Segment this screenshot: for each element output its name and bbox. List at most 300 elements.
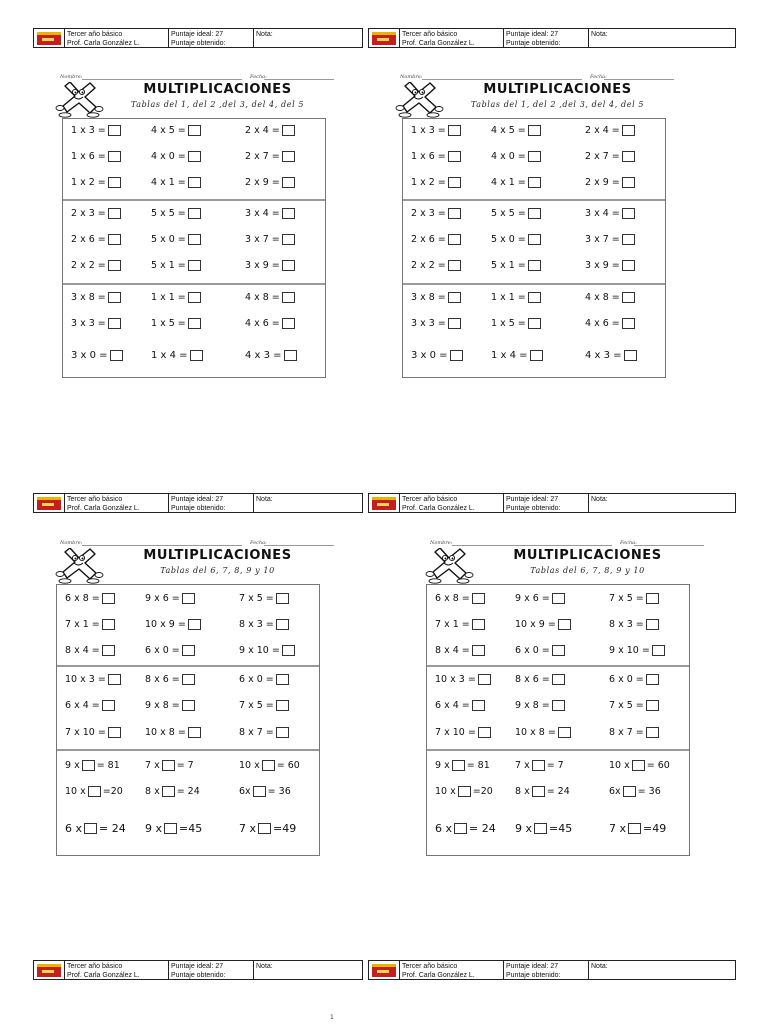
exercise [609, 643, 667, 657]
exercise-factor: 7 x [239, 821, 257, 835]
school-logo-icon [37, 32, 61, 45]
exercise [411, 206, 463, 220]
exercise [71, 290, 123, 304]
name-line[interactable] [82, 79, 242, 80]
score-cell [169, 961, 254, 979]
teacher-name: Prof. Carla González L. [402, 972, 475, 979]
exercise-text: 6 x 4 = [435, 699, 470, 711]
exercise [491, 348, 545, 362]
exercise-factor: 6x [609, 785, 621, 797]
answer-box[interactable] [276, 593, 289, 604]
worksheet-title: MULTIPLICACIONES [143, 82, 292, 97]
name-line[interactable] [452, 545, 612, 546]
answer-box[interactable] [472, 700, 485, 711]
exercise [585, 290, 637, 304]
answer-box[interactable] [276, 674, 289, 685]
exercise-row [57, 617, 319, 631]
answer-box[interactable] [528, 292, 541, 303]
answer-box[interactable] [530, 350, 543, 361]
answer-box[interactable] [646, 619, 659, 630]
answer-box[interactable] [622, 260, 635, 271]
date-line[interactable] [634, 545, 704, 546]
exercise [585, 175, 637, 189]
grade-cell[interactable] [589, 29, 735, 47]
answer-box[interactable] [182, 674, 195, 685]
exercise-text: 7 x 5 = [239, 699, 274, 711]
exercise-text: 7 x 1 = [65, 618, 100, 630]
score-header [33, 28, 363, 48]
exercise [239, 591, 291, 605]
answer-box[interactable] [88, 786, 101, 797]
answer-box[interactable] [282, 292, 295, 303]
grade-cell[interactable] [254, 29, 362, 47]
answer-box[interactable] [108, 292, 121, 303]
exercise [515, 591, 567, 605]
answer-box[interactable] [182, 645, 195, 656]
answer-box[interactable] [528, 208, 541, 219]
exercise-text: 9 x 10 = [609, 644, 650, 656]
exercise-section [427, 751, 689, 855]
exercise [609, 591, 661, 605]
score-cell [169, 29, 254, 47]
exercise-text: 4 x 1 = [151, 176, 186, 188]
answer-box[interactable] [448, 292, 461, 303]
exercise [435, 617, 487, 631]
exercise-box [62, 118, 326, 378]
answer-box[interactable] [282, 318, 295, 329]
course-name: Tercer año básico [67, 963, 123, 970]
answer-box[interactable] [528, 177, 541, 188]
exercise [491, 258, 543, 272]
answer-box[interactable] [282, 151, 295, 162]
exercise-text: 1 x 4 = [151, 349, 188, 361]
exercise-factor: 6 x [435, 821, 453, 835]
date-label: Fecha: [590, 74, 607, 80]
answer-box[interactable] [448, 151, 461, 162]
answer-box[interactable] [188, 234, 201, 245]
answer-box[interactable] [253, 786, 266, 797]
answer-box[interactable] [532, 760, 545, 771]
answer-box[interactable] [452, 760, 465, 771]
exercise-row [63, 258, 325, 272]
exercise-factor: 10 x [239, 759, 260, 771]
exercise-row [57, 672, 319, 686]
answer-box[interactable] [646, 593, 659, 604]
answer-box[interactable] [623, 786, 636, 797]
mascot-icon [425, 548, 475, 584]
answer-box[interactable] [448, 260, 461, 271]
exercise-text: 6 x 0 = [145, 644, 180, 656]
exercise-row [63, 316, 325, 330]
exercise-text: 4 x 3 = [245, 349, 282, 361]
exercise-text: 3 x 4 = [245, 207, 280, 219]
answer-box[interactable] [622, 318, 635, 329]
answer-box[interactable] [450, 350, 463, 361]
answer-box[interactable] [282, 645, 295, 656]
exercise-text: 3 x 7 = [585, 233, 620, 245]
exercise-row [403, 258, 665, 272]
answer-box[interactable] [108, 234, 121, 245]
exercise-result: = 81 [96, 759, 120, 771]
exercise [239, 821, 296, 835]
exercise-text: 6 x 4 = [65, 699, 100, 711]
answer-box[interactable] [188, 318, 201, 329]
exercise-row [63, 123, 325, 137]
name-line[interactable] [82, 545, 242, 546]
answer-box[interactable] [448, 318, 461, 329]
exercise-text: 4 x 8 = [245, 291, 280, 303]
answer-box[interactable] [108, 208, 121, 219]
answer-box[interactable] [448, 125, 461, 136]
exercise-result: =49 [273, 821, 297, 835]
obtained-score[interactable]: Puntaje obtenido: [171, 972, 226, 979]
exercise-row [403, 232, 665, 246]
answer-box[interactable] [102, 645, 115, 656]
answer-box[interactable] [472, 619, 485, 630]
exercise-result: = 24 [546, 785, 570, 797]
school-logo-cell [369, 961, 400, 979]
exercise-text: 10 x 9 = [145, 618, 186, 630]
date-line[interactable] [264, 79, 334, 80]
exercise-factor: 7 x [145, 759, 160, 771]
date-label: Fecha: [620, 540, 637, 546]
answer-box[interactable] [622, 208, 635, 219]
exercise [245, 175, 297, 189]
exercise [145, 698, 197, 712]
answer-box[interactable] [448, 208, 461, 219]
exercise-text: 5 x 1 = [151, 259, 186, 271]
course-name: Tercer año básico [402, 496, 458, 503]
answer-box[interactable] [284, 350, 297, 361]
answer-box[interactable] [646, 674, 659, 685]
exercise-text: 2 x 2 = [411, 259, 446, 271]
exercise-text: 1 x 1 = [491, 291, 526, 303]
exercise-text: 5 x 5 = [491, 207, 526, 219]
exercise [245, 149, 297, 163]
answer-box[interactable] [534, 823, 547, 834]
grade-cell[interactable] [254, 494, 362, 512]
exercise [145, 643, 197, 657]
worksheet-subtitle: Tablas del 1, del 2 ,del 3, del 4, del 5 [130, 100, 305, 109]
exercise-text: 4 x 0 = [151, 150, 186, 162]
exercise-section [403, 285, 665, 377]
exercise-text: 3 x 0 = [411, 349, 448, 361]
answer-box[interactable] [646, 727, 659, 738]
answer-box[interactable] [182, 700, 195, 711]
answer-box[interactable] [108, 177, 121, 188]
answer-box[interactable] [282, 125, 295, 136]
answer-box[interactable] [102, 619, 115, 630]
exercise [435, 698, 487, 712]
exercise-text: 2 x 6 = [71, 233, 106, 245]
ideal-score: Puntaje ideal: 27 [171, 31, 224, 38]
name-line[interactable] [422, 79, 582, 80]
answer-box[interactable] [552, 593, 565, 604]
answer-box[interactable] [622, 151, 635, 162]
exercise [145, 758, 194, 772]
answer-box[interactable] [282, 177, 295, 188]
exercise-row [403, 149, 665, 163]
exercise-text: 8 x 3 = [239, 618, 274, 630]
exercise [71, 123, 123, 137]
course-name: Tercer año básico [67, 496, 123, 503]
answer-box[interactable] [188, 260, 201, 271]
course-info [400, 29, 504, 47]
exercise [609, 672, 661, 686]
worksheet-subtitle: Tablas del 1, del 2 ,del 3, del 4, del 5 [470, 100, 645, 109]
answer-box[interactable] [528, 260, 541, 271]
answer-box[interactable] [478, 727, 491, 738]
exercise [245, 258, 297, 272]
exercise-text: 5 x 0 = [151, 233, 186, 245]
answer-box[interactable] [258, 823, 271, 834]
exercise-text: 7 x 10 = [65, 726, 106, 738]
exercise-factor: 6 x [65, 821, 83, 835]
answer-box[interactable] [532, 786, 545, 797]
answer-box[interactable] [528, 151, 541, 162]
answer-box[interactable] [628, 823, 641, 834]
exercise-result: = 36 [267, 785, 291, 797]
answer-box[interactable] [448, 177, 461, 188]
exercise-text: 9 x 8 = [515, 699, 550, 711]
exercise [435, 784, 493, 798]
exercise [71, 175, 123, 189]
answer-box[interactable] [188, 208, 201, 219]
exercise-row [57, 643, 319, 657]
exercise-row [63, 232, 325, 246]
exercise [515, 758, 564, 772]
exercise-row [63, 348, 325, 362]
answer-box[interactable] [108, 318, 121, 329]
exercise-text: 10 x 8 = [515, 726, 556, 738]
obtained-score[interactable]: Puntaje obtenido: [171, 40, 226, 47]
exercise [585, 348, 639, 362]
exercise [609, 821, 666, 835]
worksheet-title: MULTIPLICACIONES [513, 548, 662, 563]
exercise [491, 206, 543, 220]
answer-box[interactable] [164, 823, 177, 834]
exercise [65, 591, 117, 605]
answer-box[interactable] [448, 234, 461, 245]
grade-label: Nota: [591, 31, 608, 38]
answer-box[interactable] [528, 318, 541, 329]
exercise-factor: 9 x [435, 759, 450, 771]
exercise [65, 784, 123, 798]
answer-box[interactable] [262, 760, 275, 771]
exercise-section [403, 201, 665, 285]
worksheet-subtitle: Tablas del 6, 7, 8, 9 y 10 [530, 566, 645, 575]
exercise [515, 617, 573, 631]
answer-box[interactable] [188, 292, 201, 303]
answer-box[interactable] [282, 208, 295, 219]
exercise [151, 316, 203, 330]
date-line[interactable] [264, 545, 334, 546]
answer-box[interactable] [552, 700, 565, 711]
answer-box[interactable] [528, 234, 541, 245]
exercise [515, 784, 570, 798]
answer-box[interactable] [108, 151, 121, 162]
date-line[interactable] [604, 79, 674, 80]
answer-box[interactable] [276, 619, 289, 630]
ideal-score: Puntaje ideal: 27 [171, 963, 224, 970]
exercise-row [427, 643, 689, 657]
grade-cell[interactable] [589, 494, 735, 512]
exercise-text: 2 x 4 = [585, 124, 620, 136]
exercise-row [63, 149, 325, 163]
exercise [239, 758, 300, 772]
exercise-result: = 36 [637, 785, 661, 797]
obtained-score[interactable]: Puntaje obtenido: [506, 505, 561, 512]
exercise [411, 316, 463, 330]
answer-box[interactable] [552, 645, 565, 656]
answer-box[interactable] [162, 786, 175, 797]
exercise-text: 3 x 8 = [71, 291, 106, 303]
answer-box[interactable] [622, 234, 635, 245]
answer-box[interactable] [276, 727, 289, 738]
exercise-section [63, 201, 325, 285]
obtained-score[interactable]: Puntaje obtenido: [506, 972, 561, 979]
answer-box[interactable] [84, 823, 97, 834]
answer-box[interactable] [190, 350, 203, 361]
exercise-text: 8 x 7 = [239, 726, 274, 738]
grade-label: Nota: [591, 963, 608, 970]
answer-box[interactable] [188, 177, 201, 188]
exercise-text: 8 x 4 = [65, 644, 100, 656]
exercise-row [57, 725, 319, 739]
answer-box[interactable] [622, 292, 635, 303]
score-cell [504, 494, 589, 512]
exercise-text: 4 x 1 = [491, 176, 526, 188]
answer-box[interactable] [108, 260, 121, 271]
school-logo-icon [37, 964, 61, 977]
exercise [65, 725, 123, 739]
answer-box[interactable] [188, 125, 201, 136]
answer-box[interactable] [276, 700, 289, 711]
exercise [491, 290, 543, 304]
exercise [491, 175, 543, 189]
score-header [368, 960, 736, 980]
exercise-text: 6 x 8 = [65, 592, 100, 604]
exercise [151, 348, 205, 362]
exercise-text: 1 x 2 = [411, 176, 446, 188]
obtained-score[interactable]: Puntaje obtenido: [506, 40, 561, 47]
exercise-factor: 7 x [609, 821, 627, 835]
answer-box[interactable] [558, 619, 571, 630]
answer-box[interactable] [472, 593, 485, 604]
course-name: Tercer año básico [402, 963, 458, 970]
name-label: Nombre: [430, 540, 453, 546]
answer-box[interactable] [110, 350, 123, 361]
exercise-text: 10 x 3 = [65, 673, 106, 685]
exercise-result: = 81 [466, 759, 490, 771]
answer-box[interactable] [108, 674, 121, 685]
answer-box[interactable] [282, 234, 295, 245]
answer-box[interactable] [558, 727, 571, 738]
answer-box[interactable] [108, 727, 121, 738]
exercise-row [403, 123, 665, 137]
answer-box[interactable] [552, 674, 565, 685]
grade-label: Nota: [591, 496, 608, 503]
exercise-text: 8 x 7 = [609, 726, 644, 738]
exercise [609, 725, 661, 739]
score-cell [169, 494, 254, 512]
answer-box[interactable] [454, 823, 467, 834]
exercise [239, 617, 291, 631]
exercise-text: 3 x 3 = [411, 317, 446, 329]
exercise [239, 643, 297, 657]
school-logo-cell [34, 494, 65, 512]
answer-box[interactable] [632, 760, 645, 771]
exercise-result: =49 [643, 821, 667, 835]
answer-box[interactable] [108, 125, 121, 136]
answer-box[interactable] [162, 760, 175, 771]
answer-box[interactable] [102, 593, 115, 604]
exercise [65, 672, 123, 686]
exercise-section [57, 667, 319, 751]
answer-box[interactable] [622, 177, 635, 188]
answer-box[interactable] [188, 619, 201, 630]
grade-cell[interactable] [589, 961, 735, 979]
answer-box[interactable] [624, 350, 637, 361]
exercise-text: 2 x 7 = [245, 150, 280, 162]
answer-box[interactable] [472, 645, 485, 656]
grade-label: Nota: [256, 496, 273, 503]
answer-box[interactable] [646, 700, 659, 711]
course-name: Tercer año básico [402, 31, 458, 38]
exercise [585, 149, 637, 163]
exercise-text: 1 x 5 = [151, 317, 186, 329]
answer-box[interactable] [652, 645, 665, 656]
exercise [145, 591, 197, 605]
exercise [515, 725, 573, 739]
exercise-section [63, 285, 325, 377]
exercise [145, 725, 203, 739]
exercise-result: =20 [102, 785, 123, 797]
exercise [435, 821, 496, 835]
answer-box[interactable] [622, 125, 635, 136]
exercise-text: 7 x 5 = [609, 699, 644, 711]
answer-box[interactable] [478, 674, 491, 685]
answer-box[interactable] [102, 700, 115, 711]
grade-cell[interactable] [254, 961, 362, 979]
answer-box[interactable] [188, 151, 201, 162]
answer-box[interactable] [182, 593, 195, 604]
score-header [368, 28, 736, 48]
date-label: Fecha: [250, 74, 267, 80]
answer-box[interactable] [282, 260, 295, 271]
worksheet-subtitle: Tablas del 6, 7, 8, 9 y 10 [160, 566, 275, 575]
exercise-row [63, 206, 325, 220]
exercise-result: =45 [179, 821, 203, 835]
exercise-row [63, 290, 325, 304]
exercise [609, 758, 670, 772]
answer-box[interactable] [528, 125, 541, 136]
exercise-result: = 7 [546, 759, 564, 771]
answer-box[interactable] [458, 786, 471, 797]
answer-box[interactable] [82, 760, 95, 771]
exercise-section [427, 667, 689, 751]
answer-box[interactable] [188, 727, 201, 738]
obtained-score[interactable]: Puntaje obtenido: [171, 505, 226, 512]
ideal-score: Puntaje ideal: 27 [506, 496, 559, 503]
exercise [145, 617, 203, 631]
exercise [609, 698, 661, 712]
course-info [400, 961, 504, 979]
exercise [71, 258, 123, 272]
exercise [411, 149, 463, 163]
exercise [411, 123, 463, 137]
exercise [65, 643, 117, 657]
